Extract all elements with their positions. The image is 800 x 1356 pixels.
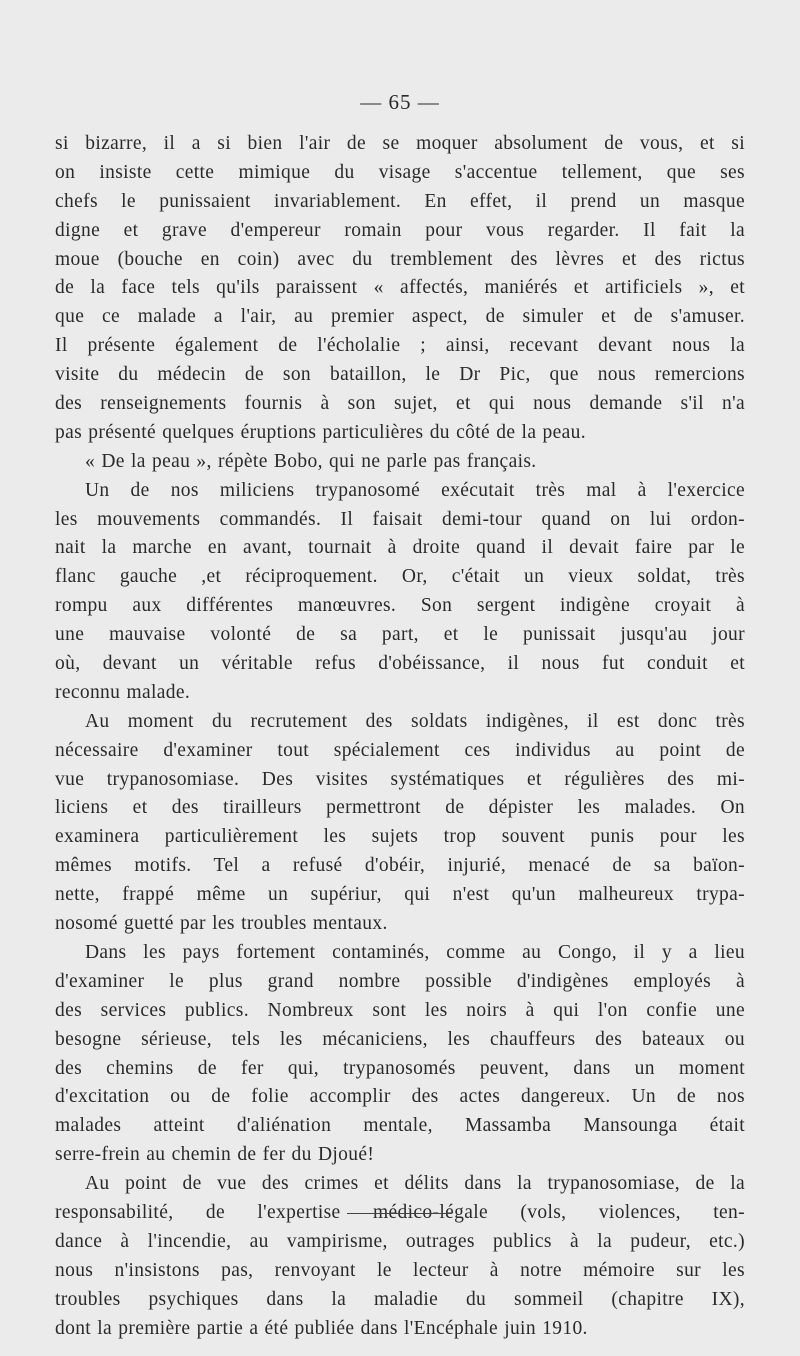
text-line: que ce malade a l'air, au premier aspect, de simuler et de s'amuser. — [55, 306, 745, 328]
text-line: responsabilité, de l'expertise médico-légale (vols, violences, ten- — [55, 1201, 745, 1223]
text-line: « De la peau », répète Bobo, qui ne parle pas français. — [85, 450, 537, 472]
text-line: visite du médecin de son bataillon, le Dr Pic, que nous remercions — [55, 364, 745, 386]
paragraph — [55, 708, 745, 939]
text-line: troubles psychiques dans la maladie du sommeil (chapitre IX), — [55, 1288, 745, 1310]
body-text — [55, 130, 745, 1343]
text-line: on insiste cette mimique du visage s'accentue tellement, que ses — [55, 161, 745, 183]
text-line: nécessaire d'examiner tout spécialement ces individus au point de — [55, 739, 745, 761]
text-line: nait la marche en avant, tournait à droite quand il devait faire par le — [55, 537, 745, 559]
end-of-section-rule — [347, 1213, 452, 1214]
text-line: flanc gauche ,et réciproquement. Or, c'était un vieux soldat, très — [55, 566, 745, 588]
text-line: nous n'insistons pas, renvoyant le lecteur à notre mémoire sur les — [55, 1259, 745, 1281]
text-line: dance à l'incendie, au vampirisme, outrages publics à la pudeur, etc.) — [55, 1230, 745, 1252]
text-line: nette, frappé même un supériur, qui n'est qu'un malheureux trypa- — [55, 884, 745, 906]
text-line: chefs le punissaient invariablement. En effet, il prend un masque — [55, 190, 745, 212]
paragraph — [55, 448, 745, 477]
text-line: pas présenté quelques éruptions particulières du côté de la peau. — [55, 421, 586, 443]
text-line: Un de nos miliciens trypanosomé exécutait très mal à l'exercice — [85, 479, 745, 501]
text-line: une mauvaise volonté de sa part, et le punissait jusqu'au jour — [55, 624, 745, 646]
text-line: d'excitation ou de folie accomplir des actes dangereux. Un de nos — [55, 1086, 745, 1108]
text-line: des chemins de fer qui, trypanosomés peuvent, dans un moment — [55, 1057, 745, 1079]
text-line: des renseignements fournis à son sujet, et qui nous demande s'il n'a — [55, 393, 745, 415]
text-line: digne et grave d'empereur romain pour vous regarder. Il fait la — [55, 219, 745, 241]
text-line: moue (bouche en coin) avec du tremblement des lèvres et des rictus — [55, 248, 745, 270]
text-line: besogne sérieuse, tels les mécaniciens, les chauffeurs des bateaux ou — [55, 1028, 745, 1050]
paragraph — [55, 939, 745, 1170]
text-line: nosomé guetté par les troubles mentaux. — [55, 913, 388, 935]
text-line: serre-frein au chemin de fer du Djoué! — [55, 1144, 375, 1166]
text-line: mêmes motifs. Tel a refusé d'obéir, injurié, menacé de sa baïon- — [55, 855, 745, 877]
paragraph — [55, 477, 745, 708]
text-line: examinera particulièrement les sujets trop souvent punis pour les — [55, 826, 745, 848]
page-number: — 65 — — [360, 90, 440, 114]
text-line: d'examiner le plus grand nombre possible d'indigènes employés à — [55, 970, 745, 992]
text-line: dont la première partie a été publiée dans l'Encéphale juin 1910. — [55, 1317, 588, 1339]
paragraph — [55, 1170, 745, 1343]
text-line: de la face tels qu'ils paraissent « affectés, maniérés et artificiels », et — [55, 277, 745, 299]
text-line: Il présente également de l'écholalie ; ainsi, recevant devant nous la — [55, 335, 745, 357]
text-line: les mouvements commandés. Il faisait demi-tour quand on lui ordon- — [55, 508, 745, 530]
text-line: vue trypanosomiase. Des visites systématiques et régulières des mi- — [55, 768, 745, 790]
text-line: si bizarre, il a si bien l'air de se moquer absolument de vous, et si — [55, 133, 745, 154]
text-line: où, devant un véritable refus d'obéissance, il nous fut conduit et — [55, 653, 745, 675]
text-line: Au point de vue des crimes et délits dans la trypanosomiase, de la — [85, 1173, 745, 1195]
text-line: liciens et des tirailleurs permettront de dépister les malades. On — [55, 797, 745, 819]
paragraph — [55, 130, 745, 448]
text-line: des services publics. Nombreux sont les noirs à qui l'on confie une — [55, 999, 745, 1021]
text-line: Au moment du recrutement des soldats indigènes, il est donc très — [85, 710, 745, 732]
text-line: rompu aux différentes manœuvres. Son sergent indigène croyait à — [55, 595, 745, 617]
text-line: Dans les pays fortement contaminés, comme au Congo, il y a lieu — [85, 941, 745, 963]
text-line: malades atteint d'aliénation mentale, Massamba Mansounga était — [55, 1115, 745, 1137]
text-line: reconnu malade. — [55, 681, 191, 703]
